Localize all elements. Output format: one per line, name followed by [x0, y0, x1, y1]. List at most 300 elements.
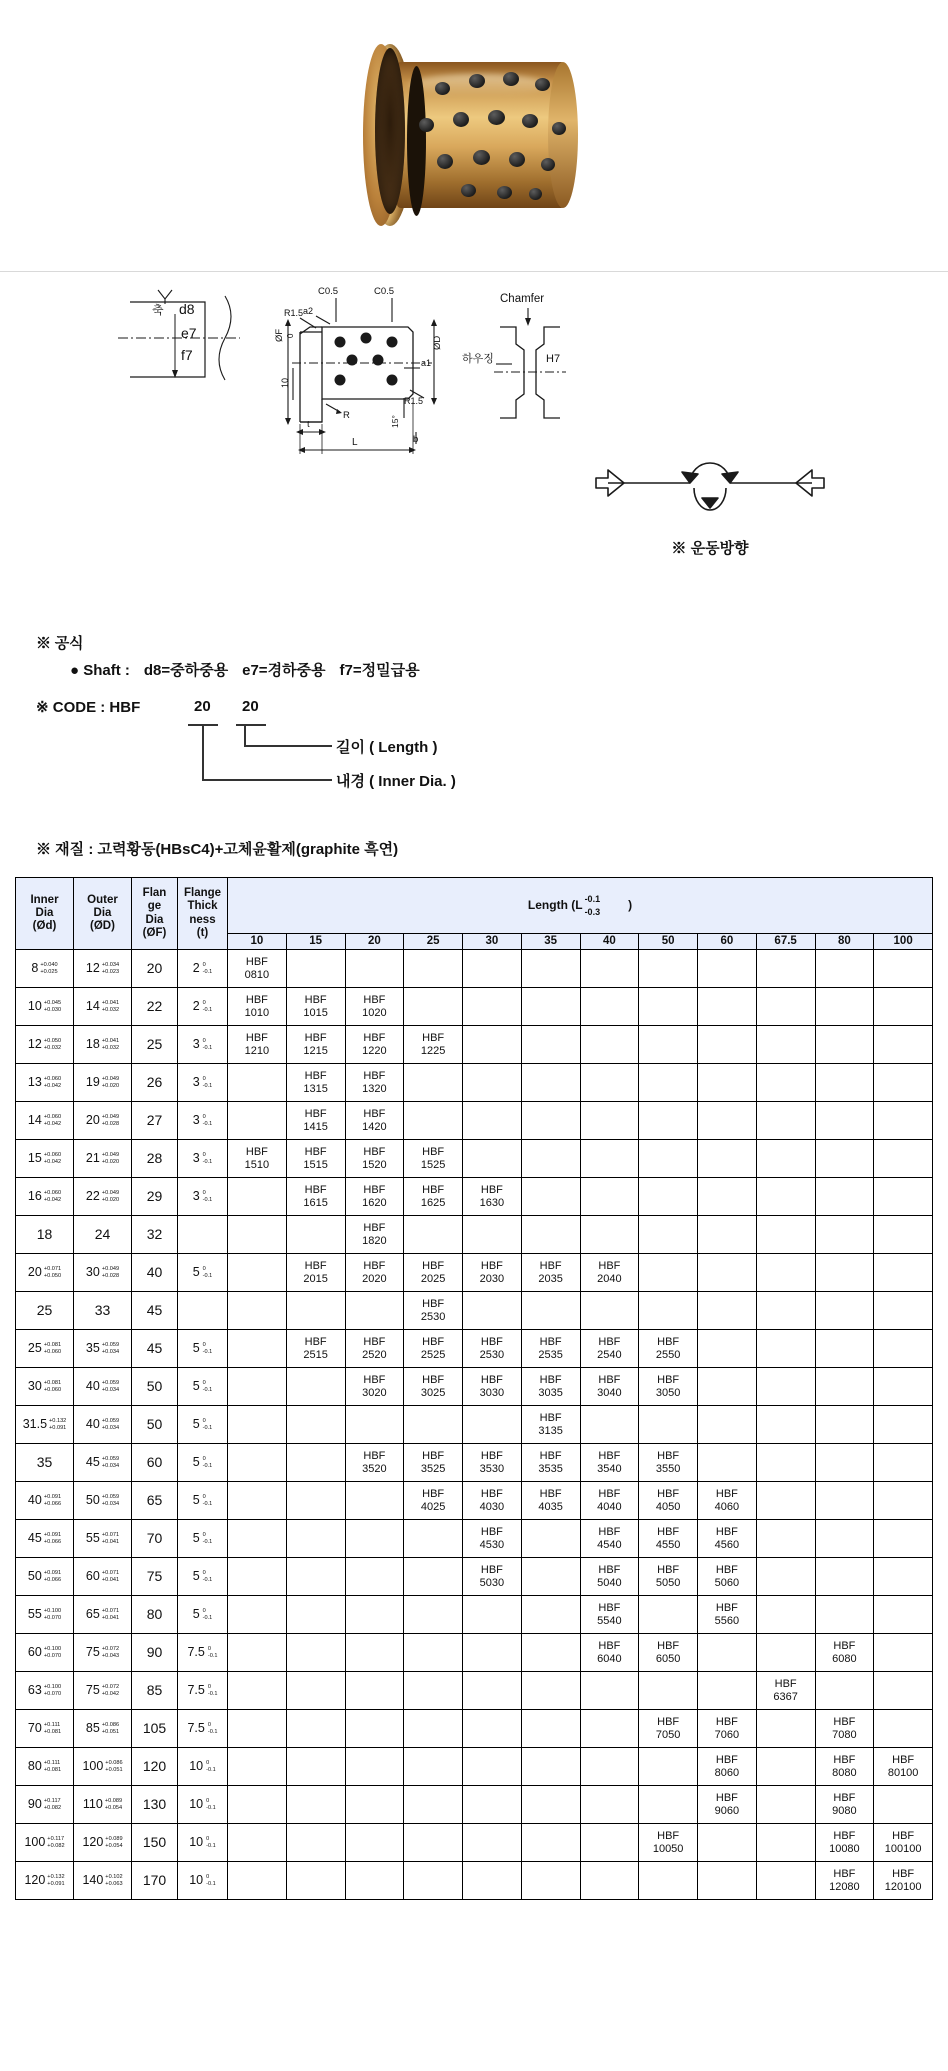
cell-empty: [580, 1406, 639, 1444]
cell-empty: [404, 1558, 463, 1596]
part-code-prefix: HBF: [657, 1450, 680, 1463]
cell-empty: [345, 1406, 404, 1444]
part-code-number: 4040: [597, 1500, 622, 1513]
cell-flange-thickness: [178, 1064, 228, 1102]
svg-text:d8: d8: [179, 301, 195, 317]
header-length-30: 30: [463, 934, 522, 950]
cell-inner-dia-tol-upper: +0.060: [43, 1189, 62, 1196]
cell-flange-dia-value: 65: [146, 1492, 163, 1509]
leader-v-inner: [202, 724, 204, 780]
cell-part-code: [639, 1710, 698, 1748]
header-length-20: 20: [345, 934, 404, 950]
cell-empty: [228, 1824, 287, 1862]
specification-table: [15, 877, 933, 1900]
graphite-plug: [522, 114, 538, 128]
cell-inner-dia-tol-upper: +0.117: [43, 1797, 61, 1804]
cell-flange-thickness-tol-lower: -0.1: [202, 1576, 213, 1583]
cell-empty: [228, 1292, 287, 1330]
part-code-prefix: HBF: [598, 1526, 621, 1539]
cell-flange-thickness-tol-lower: -0.1: [202, 1272, 213, 1279]
cell-part-code: [345, 1102, 404, 1140]
cell-outer-dia: [74, 1634, 132, 1672]
cell-flange-thickness: [178, 1444, 228, 1482]
header-inner-dia-l2: Dia: [35, 907, 54, 919]
cell-flange-thickness-value: 3: [192, 1075, 200, 1090]
header-flange-thickness-l3: ness: [189, 913, 216, 926]
part-code-prefix: HBF: [245, 1032, 268, 1045]
part-code-number: 2015: [303, 1272, 328, 1285]
cell-flange-dia: [132, 1520, 178, 1558]
part-code-number: 1615: [303, 1196, 328, 1209]
part-code-number: 3525: [420, 1462, 446, 1475]
part-code-prefix: HBF: [833, 1868, 856, 1881]
cell-inner-dia-tol-upper: +0.111: [43, 1721, 61, 1728]
cell-empty: [815, 1064, 874, 1102]
motion-direction-block: [590, 440, 830, 558]
cell-outer-dia-tol-upper: +0.049: [101, 1151, 120, 1158]
header-length-group: [228, 878, 933, 934]
cell-flange-thickness-tol-lower: -0.1: [206, 1842, 216, 1849]
cell-outer-dia-value: 40: [85, 1379, 100, 1394]
cell-outer-dia-tol-upper: +0.089: [104, 1797, 123, 1804]
cell-part-code: [463, 1178, 522, 1216]
cell-flange-thickness-value: 7.5: [187, 1683, 205, 1698]
part-code-number: 80100: [887, 1766, 919, 1779]
cell-flange-thickness-tol-upper: 0: [202, 1075, 206, 1082]
cell-outer-dia-tol-upper: +0.071: [101, 1569, 120, 1576]
table-row: [16, 1824, 933, 1862]
cell-empty: [286, 1786, 345, 1824]
cell-outer-dia-tol-upper: +0.041: [101, 999, 120, 1006]
cell-empty: [286, 1748, 345, 1786]
cell-part-code: [286, 1102, 345, 1140]
cell-outer-dia-tol-lower: +0.028: [101, 1120, 120, 1127]
table-row: [16, 1748, 933, 1786]
cell-empty: [874, 1330, 933, 1368]
cell-outer-dia-value: 24: [94, 1226, 111, 1243]
cell-outer-dia-value: 85: [85, 1721, 100, 1736]
cell-outer-dia: [74, 1064, 132, 1102]
cell-empty: [463, 1140, 522, 1178]
svg-text:H7: H7: [546, 353, 561, 365]
cell-empty: [286, 1444, 345, 1482]
cell-empty: [756, 1406, 815, 1444]
cell-part-code: [404, 1178, 463, 1216]
cell-inner-dia-value: 50: [27, 1569, 42, 1584]
cell-part-code: [286, 1064, 345, 1102]
part-code-number: 3530: [479, 1462, 505, 1475]
cell-part-code: [698, 1786, 757, 1824]
cell-empty: [815, 1482, 874, 1520]
cell-empty: [463, 1102, 522, 1140]
part-code-prefix: HBF: [715, 1602, 738, 1615]
part-code-number: 0810: [244, 968, 270, 981]
cell-empty: [874, 1178, 933, 1216]
header-flange-thickness: [178, 878, 228, 950]
cell-empty: [286, 1520, 345, 1558]
cell-inner-dia-value: 13: [27, 1075, 42, 1090]
cell-part-code: [639, 1368, 698, 1406]
cell-empty: [815, 1330, 874, 1368]
cell-part-code: [815, 1786, 874, 1824]
cell-outer-dia-tol-upper: +0.059: [101, 1417, 120, 1424]
part-code-prefix: HBF: [422, 1298, 445, 1311]
header-flange-dia-l4: (ØF): [142, 926, 167, 939]
cell-empty: [756, 1748, 815, 1786]
cell-empty: [228, 1710, 287, 1748]
cell-empty: [815, 1444, 874, 1482]
svg-text:Chamfer: Chamfer: [500, 293, 545, 305]
cell-inner-dia-tol-upper: +0.100: [43, 1645, 62, 1652]
header-length-67.5: 67.5: [756, 934, 815, 950]
svg-text:ØD: ØD: [432, 335, 443, 350]
part-code-prefix: HBF: [363, 1108, 386, 1121]
cell-outer-dia-tol-lower: +0.051: [105, 1766, 123, 1773]
cell-empty: [404, 1520, 463, 1558]
cell-outer-dia: [74, 1520, 132, 1558]
cell-empty: [521, 1178, 580, 1216]
cell-flange-thickness-tol-upper: 0: [202, 1379, 206, 1386]
cell-flange-dia: [132, 1634, 178, 1672]
code-length-number: 20: [242, 698, 259, 715]
cell-empty: [521, 1558, 580, 1596]
cell-inner-dia: [16, 988, 74, 1026]
cell-flange-dia-value: 27: [146, 1112, 163, 1129]
cell-flange-thickness-tol-lower: -0.1: [202, 1386, 213, 1393]
cell-empty: [345, 1558, 404, 1596]
cell-flange-thickness-tol-upper: 0: [202, 1189, 206, 1196]
cell-part-code: [345, 1026, 404, 1064]
cell-empty: [463, 1292, 522, 1330]
table-row: [16, 1102, 933, 1140]
cell-flange-thickness-value: 10: [189, 1835, 204, 1850]
cell-flange-dia: [132, 988, 178, 1026]
cell-inner-dia-tol-upper: +0.091: [43, 1493, 62, 1500]
cell-part-code: [639, 1634, 698, 1672]
table-row: [16, 1520, 933, 1558]
cell-flange-dia: [132, 1672, 178, 1710]
cell-outer-dia-value: 65: [85, 1607, 100, 1622]
code-inner-text: 내경 ( Inner Dia. ): [336, 773, 456, 790]
cell-flange-thickness: [178, 1710, 228, 1748]
header-length-40: 40: [580, 934, 639, 950]
table-row: [16, 1672, 933, 1710]
part-code-prefix: HBF: [657, 1716, 680, 1729]
part-code-prefix: HBF: [715, 1792, 738, 1805]
part-code-number: 6367: [773, 1690, 798, 1703]
cell-empty: [521, 1520, 580, 1558]
part-code-number: 3030: [479, 1386, 505, 1399]
cell-empty: [521, 1292, 580, 1330]
cell-outer-dia: [74, 1330, 132, 1368]
leader-h-length: [244, 745, 332, 747]
cell-flange-thickness-tol-lower: -0.1: [202, 1348, 213, 1355]
cell-flange-dia-value: 50: [146, 1378, 163, 1395]
cell-part-code: [874, 1824, 933, 1862]
part-code-prefix: HBF: [422, 1260, 445, 1273]
part-code-number: 1620: [362, 1196, 387, 1209]
cell-outer-dia-tol-upper: +0.059: [101, 1455, 120, 1462]
cell-inner-dia: [16, 1140, 74, 1178]
cell-empty: [639, 1140, 698, 1178]
part-code-prefix: HBF: [480, 1488, 503, 1501]
shaft-fit-diagram: [118, 290, 240, 380]
cell-inner-dia-tol-lower: +0.081: [43, 1766, 62, 1773]
part-code-prefix: HBF: [480, 1374, 503, 1387]
cell-inner-dia-tol-upper: +0.117: [47, 1835, 65, 1842]
svg-text:a1: a1: [421, 358, 432, 368]
cell-empty: [815, 1672, 874, 1710]
part-code-number: 8080: [832, 1766, 857, 1779]
cell-inner-dia-tol-upper: +0.060: [43, 1075, 62, 1082]
header-length-35: 35: [521, 934, 580, 950]
barrel-end: [548, 62, 578, 208]
cell-outer-dia-tol-upper: +0.072: [101, 1683, 120, 1690]
part-code-prefix: HBF: [304, 994, 327, 1007]
cell-flange-dia-value: 150: [142, 1834, 167, 1851]
part-code-number: 5540: [597, 1614, 622, 1627]
svg-text:ØF: ØF: [274, 328, 285, 342]
cell-inner-dia-tol-lower: +0.042: [43, 1158, 62, 1165]
cell-flange-thickness-value: 5: [192, 1341, 200, 1356]
cell-empty: [639, 1786, 698, 1824]
cell-empty: [463, 1786, 522, 1824]
cell-part-code: [698, 1482, 757, 1520]
cell-inner-dia-tol-lower: +0.042: [43, 1196, 62, 1203]
cell-part-code: [639, 1520, 698, 1558]
cell-outer-dia: [74, 1368, 132, 1406]
cell-flange-thickness-tol-lower: -0.1: [202, 1614, 213, 1621]
cell-part-code: [463, 1330, 522, 1368]
cell-empty: [521, 1824, 580, 1862]
cell-inner-dia: [16, 950, 74, 988]
graphite-plug: [541, 158, 555, 171]
part-code-number: 3050: [655, 1386, 681, 1399]
cell-empty: [580, 1710, 639, 1748]
code-inner-dia-number: 20: [194, 698, 211, 715]
part-code-number: 7060: [714, 1728, 740, 1741]
part-code-prefix: HBF: [304, 1032, 327, 1045]
cell-part-code: [580, 1482, 639, 1520]
part-code-prefix: HBF: [539, 1374, 562, 1387]
cell-flange-dia: [132, 1178, 178, 1216]
cell-flange-dia: [132, 1444, 178, 1482]
part-code-prefix: HBF: [657, 1374, 680, 1387]
part-code-prefix: HBF: [598, 1260, 621, 1273]
cell-empty: [874, 1368, 933, 1406]
cell-empty: [404, 1102, 463, 1140]
header-outer-dia-l2: Dia: [93, 907, 112, 919]
svg-text:C0.5: C0.5: [374, 286, 395, 297]
cell-flange-dia: [132, 1330, 178, 1368]
cell-empty: [228, 1520, 287, 1558]
part-code-prefix: HBF: [539, 1412, 562, 1425]
cell-flange-dia: [132, 1254, 178, 1292]
part-code-prefix: HBF: [363, 1336, 386, 1349]
cell-inner-dia-tol-upper: +0.081: [43, 1379, 62, 1386]
part-code-prefix: HBF: [539, 1450, 562, 1463]
cell-empty: [580, 988, 639, 1026]
table-row: [16, 1862, 933, 1900]
cell-inner-dia: [16, 1634, 74, 1672]
cell-part-code: [815, 1634, 874, 1672]
part-code-prefix: HBF: [539, 1336, 562, 1349]
cell-inner-dia: [16, 1444, 74, 1482]
cell-empty: [639, 988, 698, 1026]
cell-flange-thickness-tol-upper: 0: [202, 1341, 206, 1348]
part-code-prefix: HBF: [422, 1374, 445, 1387]
cell-flange-thickness-tol-lower: -0.1: [202, 1006, 213, 1013]
part-code-number: 6050: [655, 1652, 681, 1665]
cell-flange-thickness-value: 7.5: [187, 1645, 205, 1660]
part-code-number: 1220: [362, 1044, 387, 1057]
cell-empty: [463, 1862, 522, 1900]
cell-flange-thickness: [178, 1824, 228, 1862]
cell-flange-thickness-value: 2: [192, 961, 200, 976]
cell-flange-thickness-tol-lower: -0.1: [202, 1082, 213, 1089]
cell-part-code: [286, 1330, 345, 1368]
cell-empty: [463, 1216, 522, 1254]
cell-inner-dia-value: 20: [27, 1265, 42, 1280]
cell-inner-dia: [16, 1824, 74, 1862]
cell-inner-dia-value: 30: [27, 1379, 42, 1394]
part-code-number: 1010: [244, 1006, 270, 1019]
shaft-note: [36, 659, 948, 680]
cell-outer-dia-tol-lower: +0.054: [104, 1804, 123, 1811]
cell-flange-thickness: [178, 1406, 228, 1444]
cell-part-code: [580, 1520, 639, 1558]
cell-flange-dia-value: 40: [146, 1264, 163, 1281]
cell-outer-dia-value: 60: [85, 1569, 100, 1584]
part-code-number: 1315: [303, 1082, 328, 1095]
part-code-prefix: HBF: [363, 1032, 386, 1045]
part-code-prefix: HBF: [422, 1032, 445, 1045]
cell-outer-dia-tol-lower: +0.041: [101, 1538, 120, 1545]
cell-outer-dia-tol-upper: +0.049: [101, 1075, 120, 1082]
cell-inner-dia-tol-upper: +0.091: [43, 1569, 62, 1576]
cell-empty: [639, 950, 698, 988]
cell-empty: [345, 1786, 404, 1824]
cell-empty: [874, 1140, 933, 1178]
cell-outer-dia-value: 14: [85, 999, 100, 1014]
cross-section-diagram: [274, 286, 443, 454]
cell-empty: [698, 1406, 757, 1444]
header-length-100: 100: [874, 934, 933, 950]
header-inner-dia: [16, 878, 74, 950]
graphite-plug: [461, 184, 476, 197]
svg-text:축: 축: [152, 303, 164, 317]
cell-empty: [815, 1216, 874, 1254]
cell-empty: [815, 1102, 874, 1140]
cell-inner-dia: [16, 1786, 74, 1824]
header-flange-thickness-l4: (t): [196, 926, 209, 939]
table-row: [16, 1254, 933, 1292]
leader-h-inner: [202, 779, 332, 781]
header-inner-dia-l1: Inner: [30, 893, 59, 906]
part-code-number: 2550: [655, 1348, 681, 1361]
cell-flange-dia-value: 130: [142, 1796, 167, 1813]
part-code-number: 2030: [479, 1272, 505, 1285]
cell-outer-dia-tol-upper: +0.086: [101, 1721, 120, 1728]
cell-flange-dia: [132, 1596, 178, 1634]
cell-empty: [874, 1406, 933, 1444]
cell-inner-dia-tol-lower: +0.082: [43, 1804, 62, 1811]
cell-empty: [756, 1330, 815, 1368]
part-code-number: 2525: [420, 1348, 446, 1361]
cell-part-code: [345, 1140, 404, 1178]
cell-empty: [639, 1178, 698, 1216]
cell-flange-dia-value: 29: [146, 1188, 163, 1205]
graphite-plug: [473, 150, 490, 165]
cell-flange-thickness-value: 3: [192, 1113, 200, 1128]
part-code-number: 3035: [538, 1386, 563, 1399]
cell-flange-dia: [132, 1710, 178, 1748]
table-row: [16, 1064, 933, 1102]
cell-empty: [698, 1254, 757, 1292]
cell-outer-dia: [74, 1786, 132, 1824]
part-code-prefix: HBF: [598, 1488, 621, 1501]
cell-flange-dia-value: 25: [146, 1036, 163, 1053]
cell-empty: [404, 1824, 463, 1862]
cell-empty: [286, 1368, 345, 1406]
cell-part-code: [698, 1596, 757, 1634]
cell-outer-dia-value: 40: [85, 1417, 100, 1432]
cell-outer-dia-tol-lower: +0.032: [101, 1006, 120, 1013]
cell-inner-dia-tol-upper: +0.050: [43, 1037, 62, 1044]
cell-empty: [756, 1216, 815, 1254]
cell-flange-thickness: [178, 1520, 228, 1558]
cell-outer-dia-tol-lower: +0.042: [101, 1690, 120, 1697]
cell-outer-dia-tol-upper: +0.071: [101, 1607, 120, 1614]
cell-inner-dia: [16, 1862, 74, 1900]
header-length-25: 25: [404, 934, 463, 950]
part-code-prefix: HBF: [657, 1488, 680, 1501]
cell-empty: [228, 1406, 287, 1444]
cell-empty: [404, 1064, 463, 1102]
cell-outer-dia-tol-lower: +0.041: [101, 1576, 120, 1583]
header-length-60: 60: [698, 934, 757, 950]
cell-part-code: [345, 1444, 404, 1482]
cell-flange-dia-value: 85: [146, 1682, 163, 1699]
part-code-number: 3020: [362, 1386, 387, 1399]
part-code-number: 1015: [303, 1006, 328, 1019]
cell-flange-dia-value: 70: [146, 1530, 163, 1547]
cell-inner-dia-tol-upper: +0.040: [40, 961, 58, 968]
cell-flange-thickness-tol-lower: -0.1: [202, 1044, 213, 1051]
cell-empty: [815, 988, 874, 1026]
part-code-number: 3040: [597, 1386, 622, 1399]
cell-empty: [874, 1786, 933, 1824]
cell-empty: [815, 1254, 874, 1292]
cell-outer-dia-tol-lower: +0.034: [101, 1386, 120, 1393]
header-inner-dia-l3: (Ød): [32, 920, 57, 933]
part-code-number: 4550: [655, 1538, 681, 1551]
part-code-number: 1510: [244, 1158, 270, 1171]
cell-outer-dia-tol-lower: +0.034: [101, 1500, 120, 1507]
part-code-number: 1420: [362, 1120, 387, 1133]
cell-part-code: [463, 1444, 522, 1482]
part-code-number: 2530: [420, 1310, 446, 1323]
cell-outer-dia-value: 75: [85, 1645, 100, 1660]
part-code-number: 12080: [829, 1880, 860, 1893]
cell-empty: [874, 1520, 933, 1558]
part-code-number: 1625: [420, 1196, 446, 1209]
cell-flange-thickness-tol-lower: -0.1: [206, 1880, 216, 1887]
cell-empty: [639, 1254, 698, 1292]
cell-outer-dia-tol-upper: +0.034: [101, 961, 120, 968]
cell-part-code: [521, 1482, 580, 1520]
cell-outer-dia-value: 110: [82, 1797, 103, 1812]
